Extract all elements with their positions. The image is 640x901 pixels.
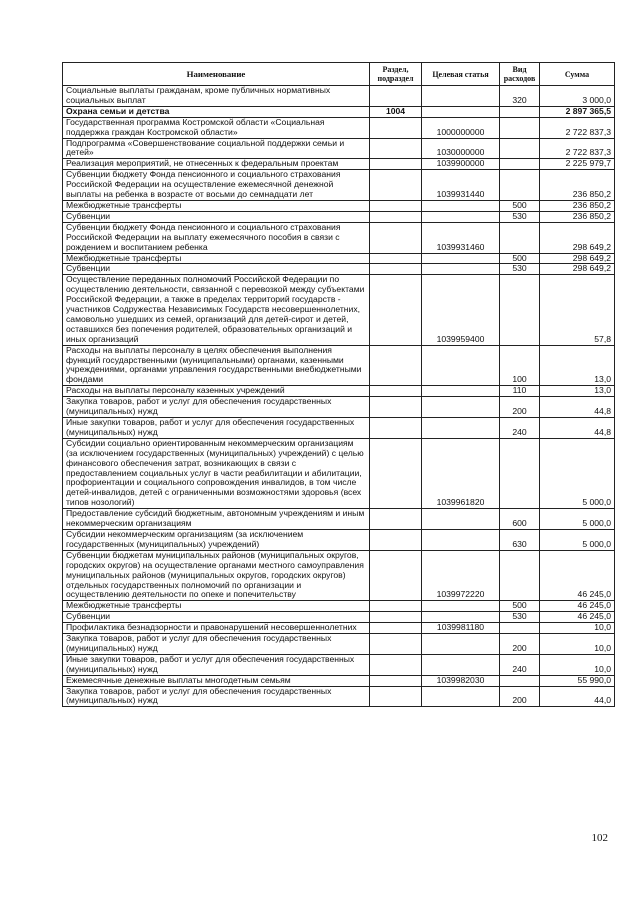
cell-kind: 200 [500,686,540,707]
cell-target [422,509,500,530]
cell-sum: 13,0 [540,386,615,397]
cell-sum: 46 245,0 [540,612,615,623]
cell-sum: 2 722 837,3 [540,117,615,138]
cell-target [422,397,500,418]
cell-sum: 57,8 [540,275,615,345]
cell-name: Субвенции [63,211,370,222]
cell-sum: 2 225 979,7 [540,159,615,170]
cell-section [370,438,422,508]
page-number: 102 [591,832,608,844]
cell-name: Предоставление субсидий бюджетным, автономным учреждениям и иным некоммерческим организациям [63,509,370,530]
cell-target: 1000000000 [422,117,500,138]
cell-kind: 200 [500,397,540,418]
cell-name: Субсидии некоммерческим организациям (за исключением государственных (муниципальных) учреждений) [63,529,370,550]
table-row [63,117,615,138]
cell-kind [500,275,540,345]
cell-sum: 5 000,0 [540,438,615,508]
cell-target [422,529,500,550]
cell-section [370,550,422,601]
cell-name: Социальные выплаты гражданам, кроме публичных нормативных социальных выплат [63,86,370,107]
cell-sum: 44,8 [540,397,615,418]
cell-name: Субвенции [63,264,370,275]
cell-name: Субвенции [63,612,370,623]
cell-target: 1039900000 [422,159,500,170]
cell-kind [500,106,540,117]
cell-section [370,623,422,634]
cell-target [422,264,500,275]
cell-section: 1004 [370,106,422,117]
cell-name: Осуществление переданных полномочий Российской Федерации по осуществлению деятельности, связанной с перевозкой между субъектами Российской Федерации, а также в пределах территорий государств - участников Содружества Независимых Государств несовершеннолетних, самовольно ушедших из семей, организаций для детей-сирот и детей, оставшихся без попечения родителей, образовательных организаций и иных организаций [63,275,370,345]
cell-name: Иные закупки товаров, работ и услуг для обеспечения государственных (муниципальных) нужд [63,418,370,439]
cell-section [370,397,422,418]
cell-name: Иные закупки товаров, работ и услуг для обеспечения государственных (муниципальных) нужд [63,654,370,675]
table-row [63,397,615,418]
cell-sum: 2 722 837,3 [540,138,615,159]
cell-name: Расходы на выплаты персоналу казенных учреждений [63,386,370,397]
cell-name: Субвенции бюджету Фонда пенсионного и социального страхования Российской Федерации на выплату ежемесячного пособия в связи с рождением и воспитанием ребенка [63,222,370,253]
table-row [63,211,615,222]
cell-kind [500,222,540,253]
cell-target [422,386,500,397]
budget-table [62,62,615,707]
table-row [63,159,615,170]
cell-kind: 630 [500,529,540,550]
cell-section [370,345,422,386]
cell-target: 1039982030 [422,675,500,686]
cell-kind: 500 [500,200,540,211]
cell-sum: 236 850,2 [540,170,615,201]
cell-section [370,686,422,707]
cell-section [370,509,422,530]
cell-kind: 240 [500,654,540,675]
cell-name: Закупка товаров, работ и услуг для обеспечения государственных (муниципальных) нужд [63,634,370,655]
cell-target [422,654,500,675]
cell-section [370,222,422,253]
cell-sum: 298 649,2 [540,222,615,253]
cell-name: Ежемесячные денежные выплаты многодетным семьям [63,675,370,686]
cell-kind [500,170,540,201]
cell-sum: 44,0 [540,686,615,707]
cell-name: Охрана семьи и детства [63,106,370,117]
cell-sum: 298 649,2 [540,264,615,275]
cell-name: Субсидии социально ориентированным некоммерческим организациям (за исключением государственных (муниципальных) учреждений) с целью финансового обеспечения затрат, возникающих в связи с предоставлением социальных услуг в части реабилитации и абилитации, профориентации и социального сопровождения инвалидов, в том числе детей-инвалидов, детей с ограниченными возможностями здоровья (всех типов нозологий) [63,438,370,508]
cell-section [370,529,422,550]
cell-name: Закупка товаров, работ и услуг для обеспечения государственных (муниципальных) нужд [63,397,370,418]
cell-section [370,86,422,107]
cell-kind: 320 [500,86,540,107]
header-target: Целевая статья [422,63,500,86]
cell-target [422,200,500,211]
cell-section [370,634,422,655]
header-sum: Сумма [540,63,615,86]
cell-section [370,612,422,623]
table-row [63,634,615,655]
table-row [63,275,615,345]
cell-sum: 2 897 365,5 [540,106,615,117]
cell-section [370,211,422,222]
cell-sum: 46 245,0 [540,550,615,601]
table-row [63,675,615,686]
cell-name: Государственная программа Костромской области «Социальная поддержка граждан Костромской области» [63,117,370,138]
table-row [63,86,615,107]
cell-sum: 10,0 [540,623,615,634]
cell-sum: 44,8 [540,418,615,439]
cell-target: 1039972220 [422,550,500,601]
cell-section [370,200,422,211]
cell-sum: 5 000,0 [540,509,615,530]
cell-kind: 600 [500,509,540,530]
cell-target: 1030000000 [422,138,500,159]
cell-kind: 530 [500,264,540,275]
cell-target: 1039959400 [422,275,500,345]
cell-sum: 46 245,0 [540,601,615,612]
cell-target: 1039931460 [422,222,500,253]
cell-target [422,86,500,107]
cell-target [422,345,500,386]
table-row [63,623,615,634]
table-header-row [63,63,615,86]
cell-target [422,612,500,623]
table-row [63,509,615,530]
table-row [63,222,615,253]
cell-target [422,106,500,117]
cell-kind [500,675,540,686]
cell-target [422,686,500,707]
table-row [63,200,615,211]
cell-sum: 236 850,2 [540,200,615,211]
cell-section [370,264,422,275]
table-row [63,686,615,707]
cell-name: Межбюджетные трансферты [63,601,370,612]
cell-kind: 500 [500,253,540,264]
cell-name: Расходы на выплаты персоналу в целях обеспечения выполнения функций государственными (муниципальными) органами, казенными учреждениями, органами управления государственными внебюджетными фондами [63,345,370,386]
cell-kind [500,117,540,138]
table-row [63,601,615,612]
cell-kind: 240 [500,418,540,439]
cell-section [370,138,422,159]
cell-target [422,211,500,222]
table-row [63,253,615,264]
cell-sum: 236 850,2 [540,211,615,222]
cell-kind: 110 [500,386,540,397]
table-row [63,550,615,601]
cell-sum: 55 990,0 [540,675,615,686]
table-body [63,86,615,707]
cell-sum: 5 000,0 [540,529,615,550]
cell-name: Межбюджетные трансферты [63,200,370,211]
cell-section [370,386,422,397]
cell-section [370,601,422,612]
cell-section [370,654,422,675]
cell-kind: 200 [500,634,540,655]
cell-kind: 530 [500,612,540,623]
cell-kind [500,550,540,601]
cell-name: Субвенции бюджету Фонда пенсионного и социального страхования Российской Федерации на осуществление ежемесячной денежной выплаты на ребенка в возрасте от восьми до семнадцати лет [63,170,370,201]
table-row [63,438,615,508]
cell-target: 1039981180 [422,623,500,634]
cell-name: Субвенции бюджетам муниципальных районов (муниципальных округов, городских округов) на осуществление органами местного самоуправления муниципальных районов (муниципальных округов, городских округов) отдельных государственных полномочий по организации и осуществлению деятельности по опеке и попечительству [63,550,370,601]
table-row [63,612,615,623]
cell-target: 1039961820 [422,438,500,508]
header-kind: Вид расходов [500,63,540,86]
cell-name: Закупка товаров, работ и услуг для обеспечения государственных (муниципальных) нужд [63,686,370,707]
header-name: Наименование [63,63,370,86]
table-row [63,170,615,201]
cell-sum: 298 649,2 [540,253,615,264]
budget-table-page [62,62,614,707]
table-row [63,386,615,397]
cell-sum: 10,0 [540,654,615,675]
cell-kind: 100 [500,345,540,386]
cell-sum: 3 000,0 [540,86,615,107]
cell-kind: 530 [500,211,540,222]
cell-kind [500,159,540,170]
table-row [63,138,615,159]
table-row [63,529,615,550]
table-row [63,106,615,117]
cell-target [422,634,500,655]
cell-section [370,275,422,345]
table-row [63,264,615,275]
table-row [63,654,615,675]
cell-section [370,117,422,138]
cell-section [370,253,422,264]
cell-name: Реализация мероприятий, не отнесенных к федеральным проектам [63,159,370,170]
cell-target: 1039931440 [422,170,500,201]
cell-target [422,418,500,439]
cell-section [370,418,422,439]
cell-kind [500,138,540,159]
cell-target [422,253,500,264]
header-section: Раздел, подраздел [370,63,422,86]
cell-section [370,159,422,170]
cell-sum: 10,0 [540,634,615,655]
cell-name: Подпрограмма «Совершенствование социальной поддержки семьи и детей» [63,138,370,159]
table-row [63,418,615,439]
table-row [63,345,615,386]
cell-name: Профилактика безнадзорности и правонарушений несовершеннолетних [63,623,370,634]
cell-target [422,601,500,612]
cell-kind: 500 [500,601,540,612]
cell-kind [500,623,540,634]
cell-kind [500,438,540,508]
cell-section [370,675,422,686]
cell-sum: 13,0 [540,345,615,386]
cell-name: Межбюджетные трансферты [63,253,370,264]
cell-section [370,170,422,201]
